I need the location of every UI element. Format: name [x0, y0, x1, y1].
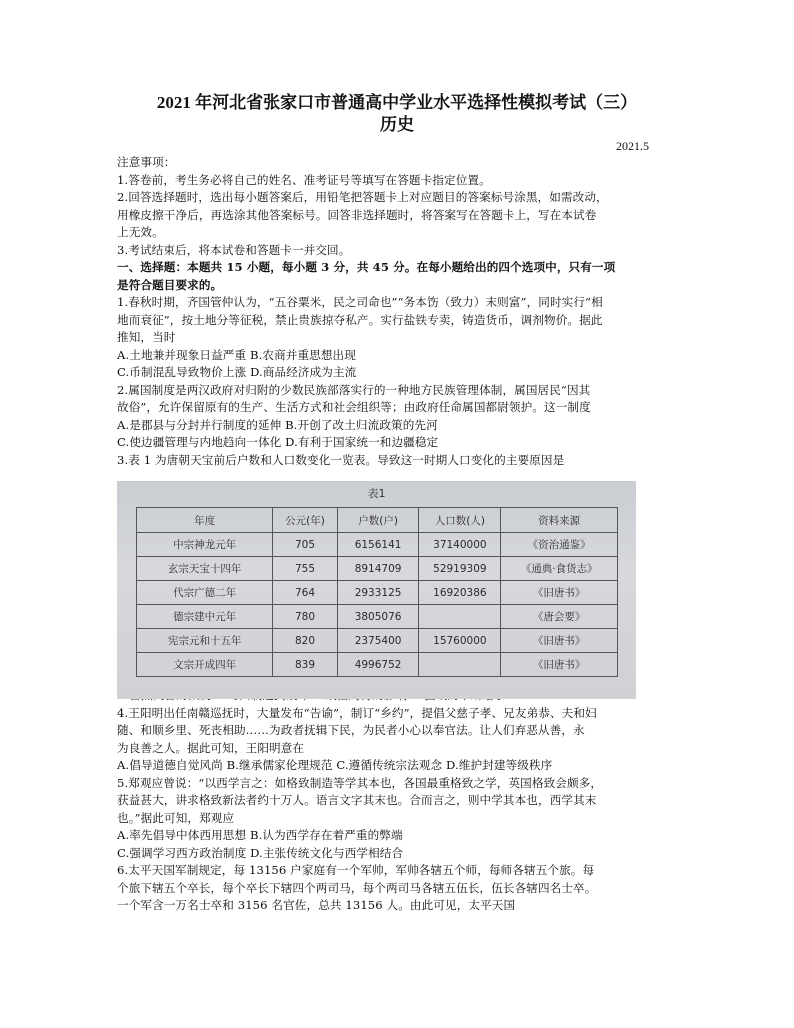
question-line: 为良善之人。据此可知，王阳明意在 — [117, 740, 305, 755]
table-cell: 16920386 — [419, 581, 501, 605]
question-line: 2.属国制度是两汉政府对归附的少数民族部落实行的一种地方民族管理体制，属国居民“因其 — [117, 382, 591, 397]
table-cell: 《旧唐书》 — [501, 653, 618, 677]
notes-line: 2.回答选择题时，选出每小题答案后，用铅笔把答题卡上对应题目的答案标号涂黑，如需改动， — [117, 190, 608, 204]
table-header-cell: 资料来源 — [501, 508, 618, 533]
table-cell: 6156141 — [337, 533, 419, 557]
table-cell: 《旧唐书》 — [501, 581, 618, 605]
table-cell: 3805076 — [337, 605, 419, 629]
option-line: A.土地兼并现象日益严重 B.农商并重思想出现 — [117, 347, 356, 362]
table-cell: 《资治通鉴》 — [501, 533, 618, 557]
table-cell: 839 — [273, 653, 337, 677]
table-cell — [419, 653, 501, 677]
option-line: A.倡导道德自觉风尚 B.继承儒家伦理规范 C.遵循传统宗法观念 D.维护封建等级秩序 — [117, 758, 553, 772]
table-cell: 4996752 — [337, 653, 419, 677]
notes-line: 上无效。 — [117, 225, 164, 239]
table-cell: 文宗开成四年 — [137, 653, 273, 677]
population-table — [136, 507, 618, 677]
option-line: A.率先倡导中体西用思想 B.认为西学存在着严重的弊端 — [117, 828, 403, 842]
table-cell: 玄宗天宝十四年 — [137, 557, 273, 581]
option-line: C.币制混乱导致物价上涨 D.商品经济成为主流 — [117, 365, 357, 379]
question-line: 一个军含一万名士卒和 3156 名官佐，总共 13156 人。由此可见，太平天国 — [117, 898, 516, 912]
notes-line: 注意事项： — [117, 155, 176, 169]
table-cell: 《通典·食货志》 — [501, 557, 618, 581]
question-line: 推知，当时 — [117, 330, 176, 344]
table-cell: 中宗神龙元年 — [137, 533, 273, 557]
table-header-cell: 公元(年) — [273, 508, 337, 533]
exam-subject: 历史 — [380, 115, 414, 134]
table-cell: 820 — [273, 629, 337, 653]
question-line: 随、和顺乡里、死丧相助……为政者抚辑下民，为民者小心以奉官法。让人们弃恶从善，永 — [117, 723, 585, 737]
table-cell: 764 — [273, 581, 337, 605]
table-cell: 52919309 — [419, 557, 501, 581]
question-line: 4.王阳明出任南赣巡抚时，大量发布“告谕”，制订“乡约”，提倡父慈子孝、兄友弟恭、夫和妇 — [117, 705, 597, 720]
question-2 — [117, 382, 677, 452]
table-cell: 37140000 — [419, 533, 501, 557]
table-cell: 8914709 — [337, 557, 419, 581]
table-cell: 755 — [273, 557, 337, 581]
table-cell: 2375400 — [337, 629, 419, 653]
table-row — [137, 629, 618, 653]
table-cell: 15760000 — [419, 629, 501, 653]
exam-title: 2021 年河北省张家口市普通高中学业水平选择性模拟考试（三） — [156, 93, 638, 112]
question-line: 获益甚大，讲求格致新法者约十万人。语言文字其末也。合而言之，则中学其本也，西学其末 — [117, 793, 597, 807]
section-line: 一、选择题：本题共 15 小题，每小题 3 分，共 45 分。在每小题给出的四个选项中，只有一项 — [117, 260, 616, 274]
table-cell: 《唐会要》 — [501, 605, 618, 629]
table-cell: 2933125 — [337, 581, 419, 605]
table-cell: 代宗广德二年 — [137, 581, 273, 605]
option-line: A.是郡县与分封并行制度的延伸 B.开创了改土归流政策的先河 — [117, 417, 438, 432]
notes-block — [117, 154, 677, 259]
option-line: C.使边疆管理与内地趋向一体化 D.有利于国家统一和边疆稳定 — [117, 435, 439, 449]
table-cell: 宪宗元和十五年 — [137, 629, 273, 653]
table-row — [137, 533, 618, 557]
question-line: 3.表 1 为唐朝天宝前后户数和人口数变化一览表。导致这一时期人口变化的主要原因是 — [117, 452, 565, 467]
question-line: 个旅下辖五个卒长，每个卒长下辖四个两司马，每个两司马各辖五伍长，伍长各辖四名士卒。 — [117, 880, 597, 895]
table-cell: 780 — [273, 605, 337, 629]
section-line: 是符合题目要求的。 — [117, 277, 223, 292]
table-row — [137, 653, 618, 677]
exam-date: 2021.5 — [616, 139, 649, 153]
notes-line: 1.答卷前，考生务必将自己的姓名、准考证号等填写在答题卡指定位置。 — [117, 172, 491, 187]
question-6 — [117, 862, 677, 915]
section-heading — [117, 259, 677, 294]
notes-line: 用橡皮擦干净后，再选涂其他答案标号。回答非选择题时，将答案写在答题卡上，写在本试卷 — [117, 207, 597, 222]
question-4 — [117, 705, 677, 775]
question-line: 也。”据此可知，郑观应 — [117, 810, 235, 825]
table-row — [137, 581, 618, 605]
table-cell — [419, 605, 501, 629]
question-line: 1.春秋时期，齐国管仲认为，“五谷粟米，民之司命也”“务本饬（致力）末则富”，同时实行“相 — [117, 295, 603, 309]
table-header-cell: 户数(户) — [337, 508, 419, 533]
question-line: 6.太平天国军制规定，每 13156 户家庭有一个军帅，军帅各辖五个师，每师各辖五个旅。每 — [117, 863, 595, 877]
table-header-cell: 年度 — [137, 508, 273, 533]
question-1 — [117, 294, 677, 382]
question-line: 5.郑观应曾说：“以西学言之：如格致制造等学其本也，各国最重格致之学，英国格致会颇多， — [117, 775, 603, 790]
table-row — [137, 605, 618, 629]
question-3 — [117, 452, 677, 470]
question-line: 地而衰征”，按土地分等征税，禁止贵族掠夺私产。实行盐铁专卖，铸造货币，调剂物价。据此 — [117, 312, 603, 327]
table-cell: 705 — [273, 533, 337, 557]
option-line: C.强调学习西方政治制度 D.主张传统文化与西学相结合 — [117, 845, 404, 860]
table-header-row — [137, 508, 618, 533]
table-header-cell: 人口数(人) — [419, 508, 501, 533]
question-line: 故俗”，允许保留原有的生产、生活方式和社会组织等；由政府任命属国都尉领护。这一制度 — [117, 400, 591, 414]
notes-line: 3.考试结束后，将本试卷和答题卡一并交回。 — [117, 242, 351, 257]
table-caption: 表1 — [367, 487, 386, 500]
table-cell: 《旧唐书》 — [501, 629, 618, 653]
table-row — [137, 557, 618, 581]
question-5 — [117, 775, 677, 863]
table-photo — [117, 481, 636, 699]
table-cell: 德宗建中元年 — [137, 605, 273, 629]
